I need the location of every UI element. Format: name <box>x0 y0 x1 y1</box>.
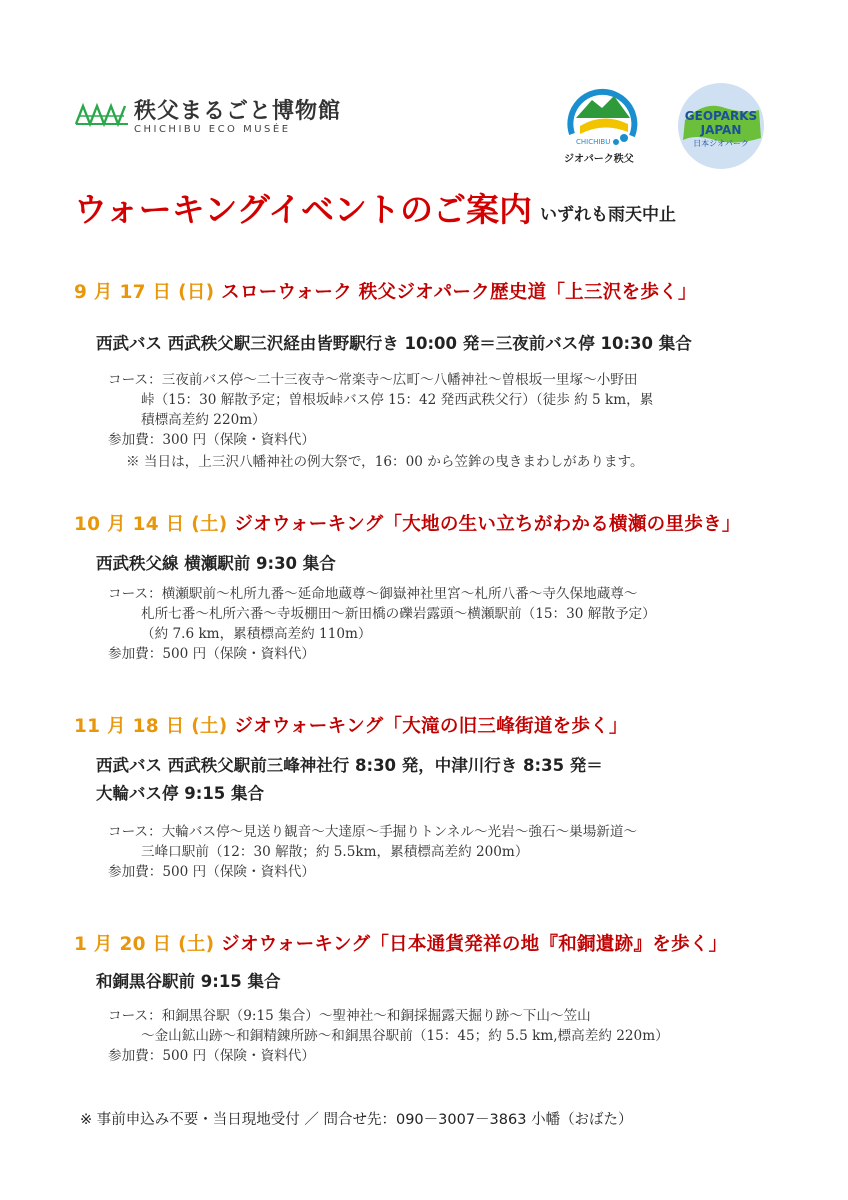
geopark-chichibu-logo-icon <box>558 78 648 170</box>
event-4-course-line: 〜金山鉱山跡〜和銅精錬所跡〜和銅黒谷駅前（15：45；約 5.5 km,標高差約 220m） <box>141 1028 669 1044</box>
eco-musee-logo-icon <box>74 98 130 128</box>
event-1-access: 西武バス 西武秩父駅三沢経由皆野駅行き 10:00 発＝三夜前バス停 10:30 集合 <box>96 334 692 353</box>
nihon-geopark-label: 日本ジオパーク <box>693 139 749 148</box>
event-1-course <box>108 370 788 450</box>
event-4-fee: 参加費：500 円（保険・資料代） <box>108 1048 315 1064</box>
event-3-name: ジオウォーキング「大滝の旧三峰街道を歩く」 <box>234 716 628 737</box>
museum-name: 秩父まるごと博物館 <box>134 99 342 124</box>
page-title: ウォーキングイベントのご案内 <box>74 190 533 229</box>
event-2-name: ジオウォーキング「大地の生い立ちがわかる横瀬の里歩き」 <box>234 514 741 535</box>
geoparks-word: GEOPARKS <box>684 109 758 123</box>
event-2-access: 西武秩父線 横瀬駅前 9:30 集合 <box>96 554 336 573</box>
event-4-course <box>108 1006 788 1066</box>
event-3-access-line-1: 西武バス 西武秩父駅前三峰神社行 8:30 発，中津川行き 8:35 発＝ <box>96 756 603 775</box>
event-1-name: スローウォーク 秩父ジオパーク歴史道「上三沢を歩く」 <box>221 282 697 303</box>
event-3-date: 11 月 18 日 (土) <box>74 716 228 737</box>
event-3-course-line: コース：大輪バス停〜見送り観音〜大達原〜手掘りトンネル〜光岩〜強石〜巣場新道〜 <box>108 824 638 840</box>
event-2-heading <box>74 510 741 536</box>
event-1-festival-note: ※ 当日は，上三沢八幡神社の例大祭で，16：00 から笠鉾の曳きまわしがあります。 <box>126 454 644 470</box>
event-3-heading <box>74 712 628 738</box>
museum-name-en: CHICHIBU ECO MUSÉE <box>134 124 291 135</box>
geopark-chichibu-label: ジオパーク秩父 <box>564 154 634 165</box>
geoparks-japan-logo-icon <box>675 80 767 172</box>
event-4-date: 1 月 20 日 (土) <box>74 934 215 955</box>
event-2-course-line: コース：横瀬駅前〜札所九番〜延命地蔵尊〜御嶽神社里宮〜札所八番〜寺久保地蔵尊〜 <box>108 586 638 602</box>
event-4-course-line: コース：和銅黒谷駅（9:15 集合）〜聖神社〜和銅採掘露天掘り跡〜下山〜笠山 <box>108 1008 591 1024</box>
event-3-access-line-2: 大輪バス停 9:15 集合 <box>96 784 265 803</box>
event-1-course-line: 峠（15：30 解散予定；曽根坂峠バス停 15：42 発西武秩父行）（徒歩 約 5 km，累 <box>141 392 654 408</box>
event-4-access: 和銅黒谷駅前 9:15 集合 <box>96 972 281 991</box>
event-2-date: 10 月 14 日 (土) <box>74 514 228 535</box>
event-2-course-line: 札所七番〜札所六番〜寺坂棚田〜新田橋の礫岩露頭〜横瀬駅前（15：30 解散予定） <box>141 606 656 622</box>
event-4-heading <box>74 930 727 956</box>
event-1-course-line: 積標高差約 220m） <box>141 412 266 428</box>
event-1-heading <box>74 278 697 304</box>
contact-footer: ※ 事前申込み不要・当日現地受付 ／ 問合せ先：090－3007－3863 小幡（おばた） <box>80 1112 633 1128</box>
event-4-name: ジオウォーキング「日本通貨発祥の地『和銅遺跡』を歩く」 <box>221 934 728 955</box>
event-1-date: 9 月 17 日 (日) <box>74 282 215 303</box>
rain-cancel-note: いずれも雨天中止 <box>540 205 676 225</box>
geopark-small-label: CHICHIBU <box>576 138 611 146</box>
event-2-course <box>108 584 788 664</box>
japan-word: JAPAN <box>700 123 742 137</box>
event-1-course-line: コース：三夜前バス停〜二十三夜寺〜常楽寺〜広町〜八幡神社〜曽根坂一里塚〜小野田 <box>108 372 638 388</box>
event-3-course-line: 三峰口駅前（12：30 解散；約 5.5km，累積標高差約 200m） <box>141 844 529 860</box>
event-2-course-line: （約 7.6 km，累積標高差約 110m） <box>141 626 372 642</box>
event-2-fee: 参加費：500 円（保険・資料代） <box>108 646 315 662</box>
event-3-fee: 参加費：500 円（保険・資料代） <box>108 864 315 880</box>
event-1-fee: 参加費：300 円（保険・資料代） <box>108 432 315 448</box>
event-3-course <box>108 822 788 882</box>
